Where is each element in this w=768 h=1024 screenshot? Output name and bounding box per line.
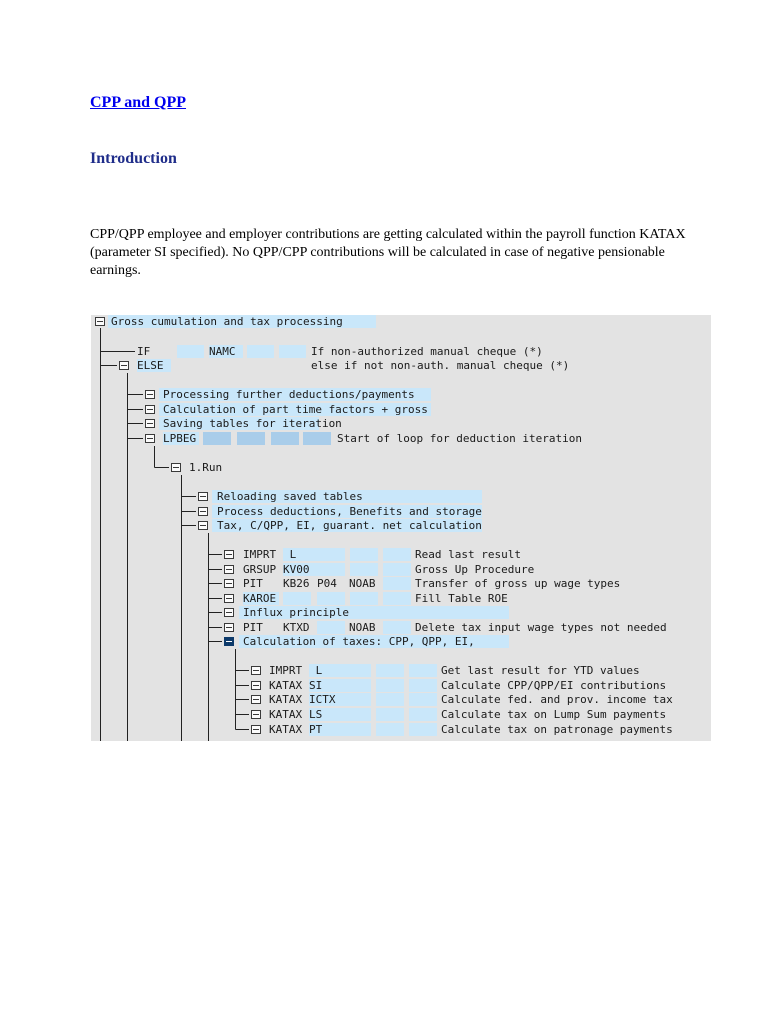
param-cell bbox=[409, 693, 437, 706]
folder-icon[interactable] bbox=[171, 463, 181, 472]
tree-node-katax-ls[interactable]: KATAX bbox=[269, 708, 303, 721]
folder-icon[interactable] bbox=[119, 361, 129, 370]
param-cell bbox=[350, 592, 378, 605]
pit-param-1: KB26 bbox=[283, 577, 310, 590]
folder-icon[interactable] bbox=[224, 623, 234, 632]
tree-node-part-time-factors[interactable]: Calculation of part time factors + gross bbox=[163, 403, 428, 416]
imprt-ytd-description: Get last result for YTD values bbox=[441, 664, 640, 677]
param-cell bbox=[283, 592, 311, 605]
tree-node-1-run[interactable]: 1.Run bbox=[189, 461, 223, 474]
param-cell bbox=[247, 345, 274, 358]
param-cell bbox=[177, 345, 204, 358]
tree-node-katax-pt[interactable]: KATAX bbox=[269, 723, 303, 736]
katax-ictx-description: Calculate fed. and prov. income tax bbox=[441, 693, 673, 706]
schema-tree-screenshot bbox=[91, 315, 711, 741]
grsup-description: Gross Up Procedure bbox=[415, 563, 535, 576]
folder-icon[interactable] bbox=[145, 390, 155, 399]
param-cell bbox=[271, 432, 299, 445]
tree-node-imprt-ytd[interactable]: IMPRT bbox=[269, 664, 303, 677]
folder-icon[interactable] bbox=[251, 710, 261, 719]
tree-node-lpbeg[interactable]: LPBEG bbox=[163, 432, 199, 445]
tree-node-tax-calculation[interactable]: Tax, C/QPP, EI, guarant. net calculation bbox=[217, 519, 482, 532]
param-cell bbox=[383, 577, 411, 590]
tree-node-gross-cumulation[interactable]: Gross cumulation and tax processing bbox=[111, 315, 343, 328]
tree-node-reloading-tables[interactable]: Reloading saved tables bbox=[217, 490, 363, 503]
folder-icon[interactable] bbox=[251, 695, 261, 704]
param-cell bbox=[376, 708, 404, 721]
param-cell bbox=[376, 723, 404, 736]
param-cell bbox=[383, 548, 411, 561]
param-cell bbox=[203, 432, 231, 445]
if-description: If non-authorized manual cheque (*) bbox=[311, 345, 543, 358]
folder-icon[interactable] bbox=[198, 521, 208, 530]
folder-icon[interactable] bbox=[224, 579, 234, 588]
katax-pt-param: PT bbox=[309, 723, 371, 736]
grsup-param: KV00 bbox=[283, 563, 345, 576]
pit-param-2: P04 bbox=[317, 577, 337, 590]
folder-icon[interactable] bbox=[198, 492, 208, 501]
folder-icon[interactable] bbox=[224, 594, 234, 603]
karoe-description: Fill Table ROE bbox=[415, 592, 508, 605]
folder-icon[interactable] bbox=[224, 550, 234, 559]
folder-icon[interactable] bbox=[145, 405, 155, 414]
katax-si-param: SI bbox=[309, 679, 371, 692]
folder-icon[interactable] bbox=[198, 507, 208, 516]
folder-icon[interactable] bbox=[145, 434, 155, 443]
param-cell bbox=[303, 432, 331, 445]
katax-ls-description: Calculate tax on Lump Sum payments bbox=[441, 708, 667, 721]
if-param: NAMC bbox=[209, 345, 243, 358]
selected-folder-icon[interactable] bbox=[224, 637, 234, 646]
tree-node-karoe[interactable]: KAROE bbox=[243, 592, 279, 605]
tree-node-influx-principle[interactable]: Influx principle bbox=[243, 606, 349, 619]
tree-node-calculation-of-taxes[interactable]: Calculation of taxes: CPP, QPP, EI, bbox=[243, 635, 475, 648]
lpbeg-description: Start of loop for deduction iteration bbox=[337, 432, 583, 445]
katax-ictx-param: ICTX bbox=[309, 693, 371, 706]
imprt-param bbox=[283, 548, 345, 561]
katax-ls-param: LS bbox=[309, 708, 371, 721]
tree-node-saving-tables[interactable]: Saving tables for iteration bbox=[163, 417, 342, 430]
param-cell bbox=[383, 592, 411, 605]
param-cell bbox=[317, 621, 345, 634]
pit-param-3: NOAB bbox=[349, 577, 376, 590]
tree-node-pit-ktxd[interactable]: PIT bbox=[243, 621, 263, 634]
cpp-qpp-heading-link[interactable]: CPP and QPP bbox=[90, 94, 187, 111]
tree-node-katax-ictx[interactable]: KATAX bbox=[269, 693, 303, 706]
param-cell bbox=[409, 723, 437, 736]
param-cell bbox=[317, 592, 345, 605]
param-cell bbox=[376, 679, 404, 692]
intro-paragraph: CPP/QPP employee and employer contributions are getting calculated within the payroll function KATAX (parameter SI specified). No QPP/CPP contributions will be calculated in case of negative pensionable earnings. bbox=[90, 227, 686, 278]
param-cell bbox=[409, 708, 437, 721]
else-description: else if not non-auth. manual cheque (*) bbox=[311, 359, 570, 372]
katax-pt-description: Calculate tax on patronage payments bbox=[441, 723, 673, 736]
tree-node-grsup[interactable]: GRSUP bbox=[243, 563, 277, 576]
folder-icon[interactable] bbox=[251, 666, 261, 675]
pit-ktxd-param-3: NOAB bbox=[349, 621, 376, 634]
pit-ktxd-param-1: KTXD bbox=[283, 621, 310, 634]
param-cell bbox=[279, 345, 306, 358]
param-cell bbox=[383, 563, 411, 576]
folder-icon[interactable] bbox=[95, 317, 105, 326]
tree-node-processing-deductions[interactable]: Processing further deductions/payments bbox=[163, 388, 415, 401]
tree-node-katax-si[interactable]: KATAX bbox=[269, 679, 303, 692]
katax-si-description: Calculate CPP/QPP/EI contributions bbox=[441, 679, 667, 692]
imprt-param-value: L bbox=[289, 548, 297, 561]
folder-icon[interactable] bbox=[251, 681, 261, 690]
param-cell bbox=[350, 548, 378, 561]
tree-node-process-deductions[interactable]: Process deductions, Benefits and storage bbox=[217, 505, 482, 518]
tree-node-pit[interactable]: PIT bbox=[243, 577, 263, 590]
introduction-heading: Introduction bbox=[90, 150, 177, 167]
imprt-ytd-param-value: L bbox=[315, 664, 323, 677]
imprt-description: Read last result bbox=[415, 548, 521, 561]
param-cell bbox=[237, 432, 265, 445]
param-cell bbox=[350, 563, 378, 576]
pit-ktxd-description: Delete tax input wage types not needed bbox=[415, 621, 667, 634]
folder-icon[interactable] bbox=[224, 565, 234, 574]
folder-icon[interactable] bbox=[224, 608, 234, 617]
folder-icon[interactable] bbox=[145, 419, 155, 428]
param-cell bbox=[383, 621, 411, 634]
param-cell bbox=[376, 693, 404, 706]
pit-description: Transfer of gross up wage types bbox=[415, 577, 621, 590]
param-cell bbox=[409, 664, 437, 677]
folder-icon[interactable] bbox=[251, 725, 261, 734]
imprt-ytd-param bbox=[309, 664, 371, 677]
param-cell bbox=[409, 679, 437, 692]
tree-node-if[interactable]: IF bbox=[137, 345, 151, 358]
param-cell bbox=[376, 664, 404, 677]
tree-node-imprt[interactable]: IMPRT bbox=[243, 548, 277, 561]
tree-node-else[interactable]: ELSE bbox=[137, 359, 171, 372]
